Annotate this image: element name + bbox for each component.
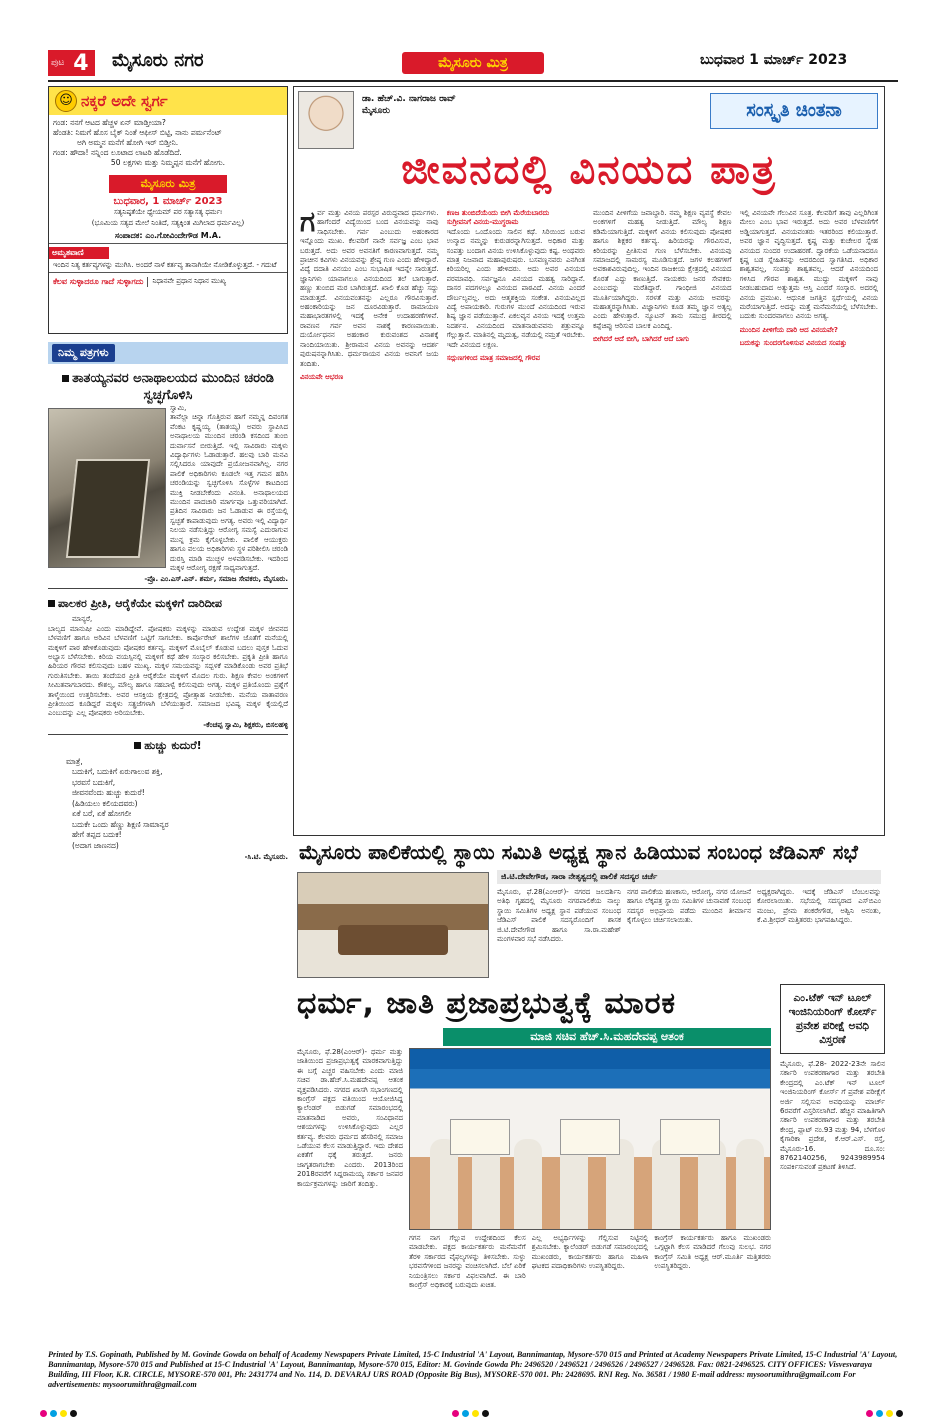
imprint-footer: [48, 1350, 898, 1390]
header-rule: [48, 80, 898, 82]
main-article: [293, 86, 885, 836]
poem-line: ಬದುಕಿಗೆ, ಬದುಕಿಗೆ ಏರುಗಾಲುವ ಶಕ್ತಿ,: [72, 767, 163, 777]
page-number: 4: [67, 51, 94, 76]
mtech-body: ಮೈಸೂರು, ಫೆ.28- 2022-23ನೇ ಸಾಲಿನ ಸರ್ಕಾರಿ ಉಪಕರಣಾಗಾರ ಮತ್ತು ತರಬೇತಿ ಕೇಂದ್ರದಲ್ಲಿ ಎಂ.ಟೆಕ್ ಇನ್ ಟೂಲ್ ಇಂಜಿನಿಯರಿಂಗ್ ಕೋರ್ಸ್ ಗೆ ಪ್ರವೇಶ ಪರೀಕ್ಷೆಗೆ ಅರ್ಜಿ ಸಲ್ಲಿಸುವ ಅವಧಿಯನ್ನು ಮಾರ್ಚ್ 6ರವರೆಗೆ ವಿಸ್ತರಿಸಲಾಗಿದೆ. ಹೆಚ್ಚಿನ ಮಾಹಿತಿಗಾಗಿ ಸರ್ಕಾರಿ ಉಪಕರಣಾಗಾರ ಮತ್ತು ತರಬೇತಿ ಕೇಂದ್ರ, ಪ್ಲಾಟ್ ನಂ.93 ಮತ್ತು 94, ಬೆಳಗೊಳ ಕೈಗಾರಿಕಾ ಪ್ರದೇಶ, ಕೆ.ಆರ್.ಎಸ್. ರಸ್ತೆ, ಮೈಸೂರು-16. ದೂ.ಸಂ: 8762140256, 9243989954 ಸಂಪರ್ಕಿಸುವಂತೆ ಪ್ರಕಟಣೆ ತಿಳಿಸಿದೆ.: [780, 1060, 885, 1172]
registration-mark: [866, 1410, 873, 1417]
meeting-table-shape: [338, 925, 448, 955]
article-col-1-text: ರ್ವ ಮತ್ತು ವಿನಯ ಪರಸ್ಪರ ವಿರುದ್ಧವಾದ ಧರ್ಮಗಳು. ಹಾಗೆಂದರೆ ವಿದ್ಯೆಯಿಂದ ಬಂದ ವಿನಯವನ್ನು ನಾವು ಸಾಧಿಸಬೇಕು. ಗರ್ವ ಎಂಬುದು ಅಹಂಕಾರದ ಇನ್ನೊಂದು ಮುಖ. ಕೆಲವರಿಗೆ ನಾನೇ ಸರ್ವಜ್ಞ ಎಂಬ ಭಾವ ಬರುತ್ತದೆ. ಅದು ಅವರ ಅವನತಿಗೆ ಕಾರಣವಾಗುತ್ತದೆ. ನಮ್ಮ ಪ್ರಾಚೀನ ಕವಿಗಳು ವಿನಯವನ್ನು ಶ್ರೇಷ್ಠ ಗುಣ ಎಂದು ಹೇಳಿದ್ದಾರೆ. ವಿದ್ಯೆ ದದಾತಿ ವಿನಯಂ ಎಂಬ ಸುಭಾಷಿತ ಇದನ್ನೇ ಸಾರುತ್ತದೆ. ಜ್ಞಾನಿಗಳು ಯಾವಾಗಲೂ ವಿನಯದಿಂದ ತಲೆ ಬಾಗುತ್ತಾರೆ. ಹಣ್ಣು ತುಂಬಿದ ಮರ ಬಾಗಿರುತ್ತದೆ. ಖಾಲಿ ಕೊಡ ಹೆಚ್ಚು ಸದ್ದು ಮಾಡುತ್ತದೆ. ವಿನಯವಂತನನ್ನು ಎಲ್ಲರೂ ಗೌರವಿಸುತ್ತಾರೆ. ಅಹಂಕಾರಿಯನ್ನು ಜನ ದೂರವಿಡುತ್ತಾರೆ. ರಾಮಾಯಣ ಮಹಾಭಾರತಗಳಲ್ಲಿ ಇದಕ್ಕೆ ಅನೇಕ ಉದಾಹರಣೆಗಳಿವೆ. ರಾವಣನ ಗರ್ವ ಅವನ ನಾಶಕ್ಕೆ ಕಾರಣವಾಯಿತು. ದುರ್ಯೋಧನನ ಅಹಂಕಾರ ಕುರುವಂಶದ ವಿನಾಶಕ್ಕೆ ನಾಂದಿಯಾಯಿತು. ಶ್ರೀರಾಮನ ವಿನಯ ಅವನನ್ನು ಆದರ್ಶ ಪುರುಷನನ್ನಾಗಿಸಿತು. ಧರ್ಮರಾಯನ ವಿನಯ ಅವನಿಗೆ ಜಯ ತಂದಿತು.: [300, 209, 439, 368]
registration-mark: [50, 1410, 57, 1417]
tagline-sanskrit: ಸತ್ಯನಿಷ್ಠತೆಯೇ ಧ್ಯೇಯಮ್ ಪರ ಸತ್ಯಾಸತ್ಯ ಧರ್ಮಃ: [114, 208, 222, 216]
article-subheading: ಸುಗ್ರೀವನಿಗೆ ವಿನಯ-ಮುಗ್ಧರಾಮ: [446, 218, 519, 227]
registration-mark: [886, 1410, 893, 1417]
nakkare-title: ನಕ್ಕರೆ ಅದೇ ಸ್ವರ್ಗ: [81, 92, 168, 110]
letter-1-title: [48, 370, 288, 404]
poem-line: ಬದುಕೇ ಒಂದು ಹೆಣ್ಣು ಶಿಕ್ಷಣಿ ಸಾಮಾನ್ಯರ: [72, 819, 169, 829]
registration-mark: [70, 1410, 77, 1417]
letter-1-greeting: ಸ್ವಾಮಿ,: [170, 404, 187, 412]
joke-line: ಗಂಡ: ನನಗೆ ಆಟದ ಹೆಚ್ಚಳ ಏನ್ ಮಾಡ್ತೀಯಾ?: [53, 118, 166, 127]
dharma-story: [293, 984, 773, 1399]
nakkare-masthead: ಮೈಸೂರು ಮಿತ್ರ: [109, 175, 227, 193]
registration-mark: [40, 1410, 47, 1417]
letter-2-body: ಬಾಲ್ಯದ ಮಾನುಷೀ ಎಂದು ಮಾಡಿದ್ದೇವೆ. ಪೋಷಕರು ಮಕ್ಕಳನ್ನು ಮಾಡುವ ಉದ್ದೇಶ ಮಕ್ಕಳ ಜೀವನದ ಬೆಳವಣಿಗೆ ಹಾಗೂ ಅರಿವಿನ ಬೆಳವಣಿಗೆ ಒಟ್ಟಿಗೆ ಸಾಗಬೇಕು. ಕಾರ್ಪೊರೇಟ್ ಶಾಲೆಗಳ ಜೊತೆಗೆ ಮನೆಯಲ್ಲಿ ಮಕ್ಕಳಿಗೆ ಪಾಠ ಹೇಳಿಕೊಡುವುದು ಪೋಷಕರ ಕರ್ತವ್ಯ. ಮಕ್ಕಳಿಗೆ ಮೊಬೈಲ್ ಕೊಡುವ ಬದಲು ಪುಸ್ತಕ ಓದುವ ಅಭ್ಯಾಸ ಬೆಳೆಸಬೇಕು. ಕಿರಿಯ ವಯಸ್ಸಿನಲ್ಲಿ ಮಕ್ಕಳಿಗೆ ಕಥೆ ಹೇಳಿ ಸಂಸ್ಕಾರ ಕಲಿಸಬೇಕು. ಪ್ರಕೃತಿ ಪ್ರೀತಿ ಹಾಗೂ ಹಿರಿಯರ ಗೌರವ ಕಲಿಸುವುದು ಬಹಳ ಮುಖ್ಯ. ಮಕ್ಕಳ ಸಮಯವನ್ನು ಸದ್ಬಳಕೆ ಮಾಡಿಕೊಂಡು ಅವರ ಪ್ರತಿಭೆ ಗುರುತಿಸಬೇಕು. ತಾಯಿ ತಂದೆಯರ ಪ್ರೀತಿ ಆರೈಕೆಯೇ ಮಕ್ಕಳಿಗೆ ಮೊದಲ ಗುರು. ಶಿಕ್ಷಣ ಕೇವಲ ಅಂಕಗಳಿಗೆ ಸೀಮಿತವಾಗಬಾರದು. ಕೌಶಲ್ಯ, ಮೌಲ್ಯ ಹಾಗೂ ಸಹಬಾಳ್ವೆ ಕಲಿಸುವುದು ಅಗತ್ಯ. ಮಕ್ಕಳ ಪ್ರತಿಯೊಂದು ಪ್ರಶ್ನೆಗೆ ತಾಳ್ಮೆಯಿಂದ ಉತ್ತರಿಸಬೇಕು. ಅವರ ಆಸಕ್ತಿಯ ಕ್ಷೇತ್ರದಲ್ಲಿ ಪ್ರೋತ್ಸಾಹ ನೀಡಬೇಕು. ಮನೆಯ ವಾತಾವರಣ ಪ್ರೀತಿಯಿಂದ ಕೂಡಿದ್ದರೆ ಮಕ್ಕಳು ಸತ್ಪ್ರಜೆಗಳಾಗಿ ಬೆಳೆಯುತ್ತಾರೆ. ಸಮಾಜದ ಭವಿಷ್ಯ ಮಕ್ಕಳ ಕೈಯಲ್ಲಿದೆ ಎಂಬುದನ್ನು ಎಲ್ಲ ಪೋಷಕರು ಅರಿಯಬೇಕು.: [48, 624, 288, 718]
dharma-subhead: ಮಾಜಿ ಸಚಿವ ಹೆಚ್.ಸಿ.ಮಹದೇವಪ್ಪ ಆತಂಕ: [443, 1028, 771, 1046]
article-headline: ಜೀವನದಲ್ಲಿ ವಿನಯದ ಪಾತ್ರ: [401, 147, 777, 193]
registration-mark: [60, 1410, 67, 1417]
poem-signature: -ಸಿ.ಟಿ. ಮೈಸೂರು.: [244, 853, 288, 862]
jds-col-3: ಅಧ್ಯಕ್ಷರಾಗಿದ್ದರು. ಇದಕ್ಕೆ ಜೆಡಿಎಸ್ ಬೆಂಬಲವನ್ನು ಕೋರಲಾಯಿತು. ಸಭೆಯಲ್ಲಿ ಸದಸ್ಯರಾದ ಎಸ್‌ಬಿಎಂ ಮಂಜು, ಪ್ರೇಮ ಶಂಕರೇಗೌಡ, ಅಶ್ವಿನಿ ಅನಂತು, ಕೆ.ವಿ.ಶ್ರೀಧರ್ ಮತ್ತಿತರರು ಭಾಗವಹಿಸಿದ್ದರು.: [757, 888, 881, 925]
article-highlight: ಬೀಗಿದರೆ ಆದೆ ಬೀಗಿ, ಬಾಗಿದರೆ ಆದೆ ಬಾಗು: [593, 335, 690, 344]
page-header: [0, 0, 945, 86]
calendar-shape: [450, 1119, 510, 1155]
masthead-logo: ಮೈಸೂರು ಮಿತ್ರ: [402, 52, 544, 74]
jds-body: [497, 888, 881, 976]
poem-line: (ಹಿಡಿಯಲು ಕಲಿಯದವರು): [72, 798, 138, 808]
letter-2-signature: -ಕೆಂಚಪ್ಪ ಸ್ವಾಮಿ, ಶಿಕ್ಷಕರು, ಬಿಸಲಹಳ್ಳಿ: [203, 720, 288, 729]
letters-header: [48, 342, 288, 364]
person-figure: [514, 1139, 542, 1229]
poem-line: (ಅದಾಗ ಜಾಣನದ): [72, 840, 119, 850]
amrita-text: ಇಂದಿನ ನಿತ್ಯ ಕರ್ತವ್ಯಗಳನ್ನು ಮುಗಿಸಿ. ಅಂದರೆ ನಾಳೆ ಕರ್ತವ್ಯ ತಾನಾಗಿಯೇ ನೋಡಿಕೊಳ್ಳುತ್ತದೆ. - ಗದುಟೆ: [49, 259, 287, 273]
registration-mark: [482, 1410, 489, 1417]
author-name: ಡಾ. ಹೆಚ್.ವಿ. ನಾಗರಾಜ ರಾವ್: [362, 94, 456, 104]
page-number-tag: [48, 50, 95, 76]
proverb-right: ನಿಧಾನವೇ ಪ್ರಧಾನ ನಿಧಾನ ಮುಖ್ಯ: [152, 277, 227, 285]
article-columns: [300, 209, 878, 829]
poem-title: [48, 739, 288, 753]
bullet-square-icon: [134, 742, 141, 749]
joke-line: ಹೆಂಡತಿ: ನಿಮಗೆ ಹೊಸ ಬೈಕ್ ನಿಂತೆ ಆಫೀಸ್ ಬಿಟ್ಟಿ, ನಾನು ಪರ್ಮನೆಂಟ್: [53, 128, 222, 137]
article-header: [294, 87, 883, 153]
nakkare-title-bar: [49, 87, 287, 115]
calendar-release-photo: [409, 1048, 771, 1230]
editor-line: ಸಂಪಾದಕ: ಎಂ.ಗೋವಿಂದೇಗೌಡ M.A.: [49, 229, 287, 244]
poem-line: ಹೇಗೆ ತಪ್ಪದ ಬದುಕ!: [72, 830, 122, 840]
article-highlight: ಬದುಕನ್ನು ಸುಂದರಗೊಳಿಸುವ ವಿನಯದ ಸಂಪತ್ತು: [739, 339, 847, 348]
dharma-col-1: ಗಗನ ನಾಗ ಗೆಲ್ಲುವ ಉದ್ದೇಶದಿಂದ ಕೆಲಸ ಮಾಡಬೇಕು. ಪಕ್ಷದ ಕಾರ್ಯಕರ್ತರು ಮನೆಮನೆಗೆ ತೆರಳಿ ಸರ್ಕಾರದ ವೈಫಲ್ಯಗಳನ್ನು ತಿಳಿಸಬೇಕು. ಸುಳ್ಳು ಭರವಸೆಗಳಿಂದ ಜನರನ್ನು ವಂಚಿಸಲಾಗಿದೆ. ಬೆಲೆ ಏರಿಕೆ ನಿಯಂತ್ರಿಸಲು ಸರ್ಕಾರ ವಿಫಲವಾಗಿದೆ. ಈ ಬಾರಿ ಕಾಂಗ್ರೆಸ್ ಅಧಿಕಾರಕ್ಕೆ ಬರುವುದು ಖಚಿತ.: [409, 1234, 526, 1290]
letter-2-title-text: ಪಾಲಕರ ಪ್ರೀತಿ, ಆರೈಕೆಯೇ ಮಕ್ಕಳಿಗೆ ದಾರಿದೀಪ: [58, 597, 222, 611]
page-label: ಪುಟ: [51, 58, 65, 68]
header-date: ಬುಧವಾರ 1 ಮಾರ್ಚ್ 2023: [700, 52, 848, 68]
article-col-3-text: ಮುಂದಿನ ಪೀಳಿಗೆಯ ಜವಾಬ್ದಾರಿ. ನಮ್ಮ ಶಿಕ್ಷಣ ವ್ಯವಸ್ಥೆ ಕೇವಲ ಅಂಕಗಳಿಗೆ ಮಹತ್ವ ನೀಡುತ್ತಿದೆ. ಮೌಲ್ಯ ಶಿಕ್ಷಣ ಕಡಿಮೆಯಾಗುತ್ತಿದೆ. ಮಕ್ಕಳಿಗೆ ವಿನಯ ಕಲಿಸುವುದು ಪೋಷಕರ ಹಾಗೂ ಶಿಕ್ಷಕರ ಕರ್ತವ್ಯ. ಹಿರಿಯರನ್ನು ಗೌರವಿಸುವ, ಕಿರಿಯರನ್ನು ಪ್ರೀತಿಸುವ ಗುಣ ಬೆಳೆಸಬೇಕು. ವಿನಯವು ಸಮಾಜದಲ್ಲಿ ಸಾಮರಸ್ಯ ಮೂಡಿಸುತ್ತದೆ. ಜಗಳ ಕಲಹಗಳಿಗೆ ಅವಕಾಶವಿರುವುದಿಲ್ಲ. ಇಂದಿನ ರಾಜಕೀಯ ಕ್ಷೇತ್ರದಲ್ಲಿ ವಿನಯದ ಕೊರತೆ ಎದ್ದು ಕಾಣುತ್ತಿದೆ. ನಾಯಕರು ಜನರ ಸೇವಕರು ಎಂಬುದನ್ನು ಮರೆತಿದ್ದಾರೆ. ಗಾಂಧೀಜಿ ವಿನಯದ ಮೂರ್ತಿಯಾಗಿದ್ದರು. ಸರಳತೆ ಮತ್ತು ವಿನಯ ಅವರನ್ನು ಮಹಾತ್ಮರನ್ನಾಗಿಸಿತು. ವಿಜ್ಞಾನಿಗಳು ಕೂಡ ತಮ್ಮ ಜ್ಞಾನ ಅತ್ಯಲ್ಪ ಎಂದು ಹೇಳುತ್ತಾರೆ. ನ್ಯೂಟನ್ ತಾನು ಸಮುದ್ರ ತೀರದಲ್ಲಿ ಕಪ್ಪೆಚಿಪ್ಪು ಆರಿಸುವ ಬಾಲಕ ಎಂದಿದ್ದ.: [593, 209, 732, 330]
author-place: ಮೈಸೂರು: [362, 106, 390, 116]
jds-col-1: ಮೈಸೂರು, ಫೆ.28(ಎಂಆರ್)- ನಗರದ ಜಲದರ್ಶಿನಿ ಅತಿಥಿ ಗೃಹದಲ್ಲಿ ಮೈಸೂರು ನಗರಪಾಲಿಕೆಯ ನಾಲ್ಕು ಸ್ಥಾಯಿ ಸಮಿತಿಗಳ ಅಧ್ಯಕ್ಷ ಸ್ಥಾನ ಪಡೆಯುವ ಸಂಬಂಧ ಜೆಡಿಎಸ್ ಪಾಲಿಕೆ ಸದಸ್ಯರೊಂದಿಗೆ ಶಾಸಕ ಜಿ.ಟಿ.ದೇವೇಗೌಡ ಹಾಗೂ ಸಾ.ರಾ.ಮಹೇಶ್ ಮಂಗಳವಾರ ಸಭೆ ನಡೆಸಿದರು.: [497, 888, 621, 944]
dharma-left-col: ಮೈಸೂರು, ಫೆ.28(ಎಂಆರ್)- ಧರ್ಮ ಮತ್ತು ಜಾತಿಯಿಂದ ಪ್ರಜಾಪ್ರಭುತ್ವಕ್ಕೆ ಮಾರಕವಾಗುತ್ತಿದ್ದು ಈ ಬಗ್ಗೆ ಎಚ್ಚರ ವಹಿಸಬೇಕು ಎಂದು ಮಾಜಿ ಸಚಿವ ಡಾ.ಹೆಚ್.ಸಿ.ಮಹದೇವಪ್ಪ ಆತಂಕ ವ್ಯಕ್ತಪಡಿಸಿದರು. ನಗರದ ಖಾಸಗಿ ಸಭಾಂಗಣದಲ್ಲಿ ಕಾಂಗ್ರೆಸ್ ಪಕ್ಷದ ವತಿಯಿಂದ ಆಯೋಜಿಸಿದ್ದ ಕ್ಯಾಲೆಂಡರ್ ಬಿಡುಗಡೆ ಸಮಾರಂಭದಲ್ಲಿ ಮಾತನಾಡಿದ ಅವರು, ಸಂವಿಧಾನದ ಆಶಯಗಳನ್ನು ಉಳಿಸಿಕೊಳ್ಳುವುದು ಎಲ್ಲರ ಕರ್ತವ್ಯ. ಕೆಲವರು ಧರ್ಮದ ಹೆಸರಿನಲ್ಲಿ ಸಮಾಜ ಒಡೆಯುವ ಕೆಲಸ ಮಾಡುತ್ತಿದ್ದಾರೆ. ಇದು ದೇಶದ ಏಕತೆಗೆ ಧಕ್ಕೆ ತರುತ್ತದೆ. ಜನರು ಜಾಗೃತರಾಗಬೇಕು ಎಂದರು. 2013ರಿಂದ 2018ರವರೆಗೆ ಸಿದ್ದರಾಮಯ್ಯ ಸರ್ಕಾರ ಜನಪರ ಕಾರ್ಯಕ್ರಮಗಳನ್ನು ಜಾರಿಗೆ ತಂದಿತ್ತು.: [297, 1048, 403, 1188]
letters-column: [48, 342, 288, 1399]
calendar-shape: [560, 1119, 620, 1155]
article-col-2-text: ಇದೊಂದು ಒಂದೊಂದು ಸಾಲಿನ ಕಥೆ. ಸಿರಿಯಿಂದ ಬರುವ ಉನ್ಮಾದ ನಮ್ಮನ್ನು ಕುರುಡರನ್ನಾಗಿಸುತ್ತದೆ. ಅಧಿಕಾರ ಮತ್ತು ಸಂಪತ್ತು ಬಂದಾಗ ವಿನಯ ಉಳಿಸಿಕೊಳ್ಳುವುದು ಕಷ್ಟ. ಅಂಥವರು ಮಾತ್ರ ನಿಜವಾದ ಮಹಾಪುರುಷರು. ಬಸವಣ್ಣನವರು ಎನಗಿಂತ ಕಿರಿಯರಿಲ್ಲ ಎಂದು ಹೇಳಿದರು. ಅದು ಅವರ ವಿನಯದ ಪರಮಾವಧಿ. ಸರ್ವಜ್ಞನೂ ವಿನಯದ ಮಹತ್ವ ಸಾರಿದ್ದಾನೆ. ದಾಸರ ಪದಗಳಲ್ಲೂ ವಿನಯದ ಪಾಠವಿದೆ. ವಿನಯ ಎಂದರೆ ದೌರ್ಬಲ್ಯವಲ್ಲ. ಅದು ಆತ್ಮಶಕ್ತಿಯ ಸಂಕೇತ. ವಿನಯವಿಲ್ಲದ ವಿದ್ಯೆ ಅಪಾಯಕಾರಿ. ಗುರುಗಳ ಮುಂದೆ ವಿನಯದಿಂದ ಇರುವ ಶಿಷ್ಯ ಜ್ಞಾನ ಪಡೆಯುತ್ತಾನೆ. ಏಕಲವ್ಯನ ವಿನಯ ಇದಕ್ಕೆ ಉತ್ತಮ ನಿದರ್ಶನ. ವಿನಯದಿಂದ ಮಾತನಾಡುವವನು ಶತ್ರುವನ್ನೂ ಗೆಲ್ಲುತ್ತಾನೆ. ಮಾತಿನಲ್ಲಿ ಮೃದುತ್ವ, ನಡೆಯಲ್ಲಿ ನಮ್ರತೆ ಇರಬೇಕು. ಇದೇ ವಿನಯದ ಲಕ್ಷಣ.: [446, 227, 585, 349]
jds-subhead: ಜಿ.ಟಿ.ದೇವೇಗೌಡ, ಸಾರಾ ನೇತೃತ್ವದಲ್ಲಿ ಪಾಲಿಕೆ ಸದಸ್ಯರ ಚರ್ಚೆ: [497, 870, 881, 884]
proverb-left: ಕೆಲವ ಸುಳ್ಳಾದರೂ ಗಾದೆ ಸುಳ್ಳಾಗದು: [53, 277, 148, 287]
author-photo: [298, 91, 354, 149]
registration-marks-center: [452, 1410, 489, 1417]
jds-meeting-photo: [297, 872, 489, 978]
column-label: ಸಂಸ್ಕೃತಿ ಚಿಂತನಾ: [710, 93, 878, 129]
joke-line: ಗಂಡ: ಹೌದಾ! ನನ್ನಿಂದ ಲೂಟಾದ ಲಾಟರಿ ಹೊಡೆದಿದೆ.: [53, 148, 182, 157]
article-col-1: [300, 209, 439, 829]
section-title: ಮೈಸೂರು ನಗರ: [112, 50, 204, 71]
article-col-3: [593, 209, 732, 829]
dharma-col-2: ಎಲ್ಲ ಅಭ್ಯರ್ಥಿಗಳನ್ನು ಗೆಲ್ಲಿಸುವ ನಿಟ್ಟಿನಲ್ಲಿ ಶ್ರಮಿಸಬೇಕು. ಕ್ಯಾಲೆಂಡರ್ ಬಿಡುಗಡೆ ಸಮಾರಂಭದಲ್ಲಿ ಮುಖಂಡರು, ಕಾರ್ಯಕರ್ತರು ಹಾಗೂ ಮಹಿಳಾ ಘಟಕದ ಪದಾಧಿಕಾರಿಗಳು ಉಪಸ್ಥಿತರಿದ್ದರು.: [531, 1234, 649, 1271]
joke-line: 50 ಲಕ್ಷಗಳು ಮತ್ತು ನಿಮ್ಮಪ್ಪನ ಮನೆಗೆ ಹೋಗು.: [110, 158, 226, 167]
registration-marks-right: [866, 1410, 903, 1417]
drain-photo: [48, 408, 166, 568]
jds-headline: ಮೈಸೂರು ಪಾಲಿಕೆಯಲ್ಲಿ ಸ್ಥಾಯಿ ಸಮಿತಿ ಅಧ್ಯಕ್ಷ ಸ್ಥಾನ ಹಿಡಿಯುವ ಸಂಬಂಧ ಜೆಡಿಎಸ್ ಸಭೆ: [299, 840, 858, 864]
amrita-label: ಅಮೃತವಾಣಿ: [49, 247, 109, 259]
stage-banner: [410, 1049, 770, 1069]
poem-title-text: ಹುಚ್ಚು ಕುದುರೆ!: [144, 738, 202, 752]
article-subheading: ಕಣಜ ತುಂಬಿದೆಯೆಂದು ಬೀಗಿ ಮೆರೆಯಬಾರದು: [446, 209, 550, 217]
drop-cap: ಗ: [300, 209, 316, 238]
joke-line: ಅಗಿ ಅಮ್ಮನ ಮನೆಗೆ ಹೋಗಿ ಇರ್ ಬಿಡ್ತೀನಿ.: [77, 138, 179, 147]
letters-divider: [48, 734, 288, 735]
poem-line: ಮಾತ್ರೆ,: [66, 756, 83, 766]
bullet-square-icon: [48, 600, 55, 607]
calendar-shape: [660, 1119, 720, 1155]
jds-col-2: ನಗರ ಪಾಲಿಕೆಯ ಹಣಕಾಸು, ಆರೋಗ್ಯ, ನಗರ ಯೋಜನೆ ಹಾಗೂ ಲೆಕ್ಕಪತ್ರ ಸ್ಥಾಯಿ ಸಮಿತಿಗಳ ಚುನಾವಣೆ ಸಂಬಂಧ ಸದಸ್ಯರ ಅಭಿಪ್ರಾಯ ಪಡೆದು ಮುಂದಿನ ತೀರ್ಮಾನ ಕೈಗೊಳ್ಳಲು ಚರ್ಚಿಸಲಾಯಿತು.: [627, 888, 751, 925]
article-col-4-text: ಇಲ್ಲಿ ವಿನಯವೇ ಗೆಲುವಿನ ಸೂತ್ರ. ಕೆಲವರಿಗೆ ತಾವು ಎಲ್ಲರಿಗಿಂತ ಮೇಲು ಎಂಬ ಭಾವ ಇರುತ್ತದೆ. ಅದು ಅವರ ಬೆಳವಣಿಗೆಗೆ ಅಡ್ಡಿಯಾಗುತ್ತದೆ. ವಿನಯವಂತರು ಇತರರಿಂದ ಕಲಿಯುತ್ತಾರೆ. ಅವರ ಜ್ಞಾನ ವೃದ್ಧಿಸುತ್ತದೆ. ಕೃಷ್ಣ ಮತ್ತು ಕುಚೇಲರ ಸ್ನೇಹ ವಿನಯದ ಸುಂದರ ಉದಾಹರಣೆ. ದ್ವಾರಕೆಯ ಒಡೆಯನಾದರೂ ಕೃಷ್ಣ ಬಡ ಸ್ನೇಹಿತನನ್ನು ಆದರದಿಂದ ಸ್ವಾಗತಿಸಿದ. ಅಧಿಕಾರ ಶಾಶ್ವತವಲ್ಲ, ಸಂಪತ್ತು ಶಾಶ್ವತವಲ್ಲ. ಆದರೆ ವಿನಯದಿಂದ ಗಳಿಸಿದ ಗೌರವ ಶಾಶ್ವತ. ಮುದ್ದು ಮಕ್ಕಳಿಗೆ ನಾವು ನೀಡಬಹುದಾದ ಅತ್ಯುತ್ತಮ ಆಸ್ತಿ ಎಂದರೆ ಸಂಸ್ಕಾರ. ಅದರಲ್ಲಿ ವಿನಯ ಪ್ರಮುಖ. ಆಧುನಿಕ ಜಗತ್ತಿನ ಸ್ಪರ್ಧೆಯಲ್ಲಿ ವಿನಯ ಮರೆಯಾಗುತ್ತಿದೆ. ಅದನ್ನು ಮತ್ತೆ ಮನೆಮನೆಯಲ್ಲಿ ಬೆಳೆಸಬೇಕು. ಬದುಕು ಸುಂದರವಾಗಲು ವಿನಯ ಅಗತ್ಯ.: [739, 209, 878, 321]
laughing-face-icon: ☺: [55, 90, 77, 112]
poem-line: ಜೀವನವೆಂದು ಹುಚ್ಚು ಕುದುರೆ!: [72, 788, 145, 798]
nakkare-box: [48, 86, 288, 334]
article-highlight: ಮುಂದಿನ ಪೀಳಿಗೆಯ ದಾರಿ ಆದ ವಿನಯವೇ?: [739, 325, 838, 334]
registration-mark: [452, 1410, 459, 1417]
article-highlight: ವಿನಯವೇ ಆಭರಣ: [300, 372, 344, 381]
letter-2-greeting: ಮಾನ್ಯರೆ,: [72, 615, 93, 624]
article-highlight: ಸದ್ಗುಣಗಳಿಂದ ಮಾತ್ರ ಸಮಾಜದಲ್ಲಿ ಗೌರವ: [446, 354, 540, 363]
letter-2-title: [48, 595, 288, 612]
proverb-row: [49, 273, 287, 291]
mtech-headline: ಎಂ.ಟೆಕ್ ಇನ್ ಟೂಲ್ ಇಂಜಿನಿಯರಿಂಗ್ ಕೋರ್ಸ್ ಪ್ರವೇಶ ಪರೀಕ್ಷೆ ಅವಧಿ ವಿಸ್ತರಣೆ: [780, 984, 885, 1054]
mtech-notice: [780, 984, 885, 1399]
registration-mark: [462, 1410, 469, 1417]
nakkare-date: ಬುಧವಾರ, 1 ಮಾರ್ಚ್ 2023: [113, 196, 223, 207]
jds-story: [293, 838, 885, 978]
registration-mark: [472, 1410, 479, 1417]
article-col-4: [740, 209, 879, 829]
poem-line: ಭರವಸೆ ಬದುಕಿಗೆ,: [72, 777, 116, 787]
tagline-kannada: (ಭೂಮಿಯ ಸತ್ಯದ ಮೇಲೆ ನಿಂತಿದೆ, ಸತ್ಯಕ್ಕಿಂತ ಮಿಗಿಲಾದ ಧರ್ಮವಿಲ್ಲ): [91, 219, 245, 227]
registration-mark: [896, 1410, 903, 1417]
dharma-headline: ಧರ್ಮ, ಜಾತಿ ಪ್ರಜಾಪ್ರಭುತ್ವಕ್ಕೆ ಮಾರಕ: [297, 986, 677, 1021]
article-col-2: [447, 209, 586, 829]
letters-divider: [48, 588, 288, 589]
dharma-col-3: ಕಾಂಗ್ರೆಸ್ ಕಾರ್ಯಕರ್ತರು ಹಾಗೂ ಮುಖಂಡರು ಒಗ್ಗಟ್ಟಾಗಿ ಕೆಲಸ ಮಾಡಿದರೆ ಗೆಲುವು ಸುಲಭ. ನಗರ ಕಾಂಗ್ರೆಸ್ ಸಮಿತಿ ಅಧ್ಯಕ್ಷ ಆರ್.ಮೂರ್ತಿ ಮತ್ತಿತರರು ಉಪಸ್ಥಿತರಿದ್ದರು.: [654, 1234, 772, 1271]
letter-1-title-text: ತಾತಯ್ಯನವರ ಅನಾಥಾಲಯದ ಮುಂದಿನ ಚರಂಡಿ ಸ್ವಚ್ಛಗೊಳಿಸಿ: [72, 371, 274, 403]
bullet-square-icon: [62, 375, 69, 382]
registration-marks-left: [40, 1410, 77, 1417]
imprint-text: Printed by T.S. Gopinath, Published by M. Govinde Gowda on behalf of Academy Newspapers Private Limited, 15-C Industrial 'A' Layout, Bannimantap, Mysore-570 015 and Printed at Academy Newspapers Private Limited, 15-C Industrial 'A' Layout, Bannimantap, Mysore-570 015 and Published at 15-C Industrial 'A' Layout, Bannimantap, Mysore-570 015, Editor: M. Govinde Gowda Ph: 2496520 / 2496521 / 2496526 / 2496527 / 2496528. Fax: 0821-2496525. CITY OFFICES: Visvesvaraya Building, III Floor, K.R. CIRCLE, MYSORE-570 001, Ph: 2431774 and No. 114, D. DEVARAJ URS ROAD (Opposite Big Bus), MYSORE-570 001. Ph: 2428695. RNI Reg. No. 36581 / 1980 E-mail address: mysoorumithra@gmail.com For advertisements: mysoorumithra@gmail.com: [48, 1350, 898, 1389]
poem-line: ಏಕೆ ಬರೆ, ಏಕೆ ಹೋಗಲೀ: [72, 809, 132, 819]
author-byline: [362, 93, 456, 117]
letter-1-signature: -ಪ್ರೊ. ಎಂ.ಎಸ್.ಎನ್. ಶರ್ಮ, ಸಮಾಜ ಸೇವಕರು, ಮೈಸೂರು.: [144, 575, 288, 584]
registration-mark: [876, 1410, 883, 1417]
poem-body: [48, 757, 288, 852]
person-figure: [736, 1139, 764, 1229]
letter-1-body: ತಾವೆಲ್ಲಾ ಚಿನ್ನಾ ಗೊತ್ತಿರುವ ಹಾಗೆ ನಮ್ಮನ್ನ ದಿವಂಗತ ವೆಂಕಟ ಕೃಷ್ಣಯ್ಯ (ತಾತಯ್ಯ) ಅವರು ಸ್ಥಾಪಿಸಿದ ಅನಾಥಾಲಯ ಮುಂದಿನ ಚರಂಡಿ ಕಸದಿಂದ ತುಂಬಿ ದುರ್ವಾಸನೆ ಬೀರುತ್ತಿದೆ. ಇಲ್ಲಿ ಸಾವಿರಾರು ಮಕ್ಕಳು ವಿದ್ಯಾರ್ಥಿಗಳು ಓಡಾಡುತ್ತಾರೆ. ಹಲವು ಬಾರಿ ಮನವಿ ಸಲ್ಲಿಸಿದರೂ ಯಾವುದೇ ಪ್ರಯೋಜನವಾಗಿಲ್ಲ. ನಗರ ಪಾಲಿಕೆ ಅಧಿಕಾರಿಗಳು ಕೂಡಲೇ ಇತ್ತ ಗಮನ ಹರಿಸಿ ಚರಂಡಿಯನ್ನು ಸ್ವಚ್ಛಗೊಳಿಸಿ ಸೊಳ್ಳೆಗಳ ಕಾಟದಿಂದ ಮುಕ್ತಿ ನೀಡಬೇಕೆಂದು ವಿನಂತಿ. ಅನಾಥಾಲಯದ ಮುಂದಿನ ಪಾದಚಾರಿ ಮಾರ್ಗವೂ ಒತ್ತುವರಿಯಾಗಿದೆ. ಪ್ರತಿದಿನ ಸಾವಿರಾರು ಜನ ಓಡಾಡುವ ಈ ರಸ್ತೆಯಲ್ಲಿ ಸ್ವಚ್ಛತೆ ಕಾಪಾಡುವುದು ಅಗತ್ಯ. ಅವರು ಇಲ್ಲಿ ವಿದ್ಯಾರ್ಥಿ ನಿಲಯ ನಡೆಸುತ್ತಿದ್ದು ಆರೋಗ್ಯ ಸಮಸ್ಯೆ ಎದುರಾಗುವ ಮುನ್ನ ಕ್ರಮ ಕೈಗೊಳ್ಳಬೇಕು. ಪಾಲಿಕೆ ಆಯುಕ್ತರು ಹಾಗೂ ವಲಯ ಅಧಿಕಾರಿಗಳು ಸ್ಥಳ ಪರಿಶೀಲಿಸಿ ಚರಂಡಿ ದುರಸ್ತಿ ಮಾಡಿ ಮುಚ್ಚಳ ಅಳವಡಿಸಬೇಕು. ಇದರಿಂದ ಮಕ್ಕಳ ಆರೋಗ್ಯ ರಕ್ಷಣೆ ಸಾಧ್ಯವಾಗುತ್ತದೆ.: [170, 413, 288, 572]
joke-text: [49, 115, 287, 171]
letters-section-title: ನಿಮ್ಮ ಪತ್ರಗಳು: [52, 344, 115, 362]
